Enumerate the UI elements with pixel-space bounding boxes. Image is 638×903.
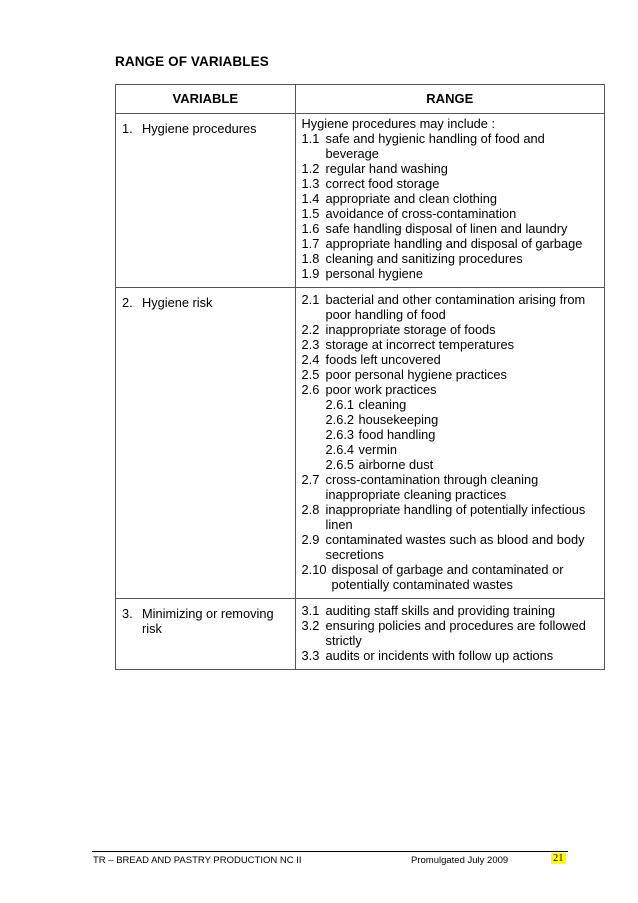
range-item-text [326, 502, 598, 532]
range-item [302, 322, 598, 337]
range-item-number: 2.9 [301, 532, 320, 547]
range-item-line: correct food storage [325, 176, 440, 191]
range-item [302, 532, 598, 562]
range-item-line: auditing staff skills and providing training [325, 603, 556, 618]
range-item [302, 603, 598, 618]
range-of-variables-table [115, 84, 605, 670]
range-item-number: 2.5 [301, 367, 320, 382]
range-item-number: 1.5 [301, 206, 320, 221]
footer-divider [92, 851, 568, 852]
range-intro: Hygiene procedures may include : [301, 116, 496, 131]
range-item-line: bacterial and other contamination arising from [325, 292, 586, 307]
range-item-text [326, 367, 598, 382]
page-number: 21 [553, 853, 564, 864]
footer-promulgation-date: Promulgated July 2009 [411, 855, 509, 866]
range-item-text [326, 382, 598, 397]
range-item-line: inappropriate storage of foods [325, 322, 496, 337]
range-item-line: inappropriate cleaning practices [325, 487, 507, 502]
footer-document-title: TR – BREAD AND PASTRY PRODUCTION NC II [93, 855, 302, 866]
range-item-line: poor work practices [325, 382, 437, 397]
range-item-line: audits or incidents with follow up actions [325, 648, 554, 663]
range-item-number: 1.8 [301, 251, 320, 266]
range-item-number: 2.6 [301, 382, 320, 397]
range-cell [295, 288, 604, 599]
table-row [116, 288, 605, 599]
range-item-text [326, 131, 598, 161]
range-item [302, 648, 598, 663]
range-item [302, 236, 598, 251]
range-item-line: personal hygiene [325, 266, 424, 281]
range-item [302, 191, 598, 206]
range-item-line: inappropriate handling of potentially infectious [325, 502, 586, 517]
range-item-text [326, 176, 598, 191]
range-item-line: cross-contamination through cleaning [325, 472, 539, 487]
range-item-line: foods left uncovered [325, 352, 441, 367]
range-item-line: safe and hygienic handling of food and [325, 131, 545, 146]
range-subitem [302, 457, 598, 472]
range-item-number: 3.1 [301, 603, 320, 618]
range-item-line: regular hand washing [325, 161, 448, 176]
range-item-line: food handling [358, 427, 436, 442]
range-item-text [326, 532, 598, 562]
range-item-number: 2.10 [301, 562, 327, 577]
range-cell [295, 114, 604, 288]
range-item-line: contaminated wastes such as blood and body [325, 532, 585, 547]
range-item [302, 251, 598, 266]
variable-name-line: Minimizing or removing [142, 606, 274, 621]
range-item-text [359, 397, 407, 412]
variable-number: 3. [122, 606, 133, 621]
header-range: RANGE [295, 85, 604, 114]
variable-cell [116, 114, 296, 288]
range-subitem [302, 427, 598, 442]
range-item-line: airborne dust [358, 457, 434, 472]
range-item [302, 618, 598, 648]
range-item [302, 131, 598, 161]
range-item-number: 1.7 [301, 236, 320, 251]
range-item-text [326, 618, 598, 648]
range-item [302, 382, 598, 397]
range-item-line: linen [325, 517, 353, 532]
range-item-text [326, 337, 598, 352]
range-item-line: appropriate and clean clothing [325, 191, 498, 206]
variable-name-line: Hygiene risk [142, 295, 213, 310]
range-item-number: 1.3 [301, 176, 320, 191]
variable-number: 2. [122, 295, 133, 310]
range-item-line: cleaning [358, 397, 407, 412]
range-item-text [326, 472, 598, 502]
range-item-text [359, 427, 436, 442]
range-subitem [302, 442, 598, 457]
range-item-line: appropriate handling and disposal of garbage [325, 236, 583, 251]
range-item [302, 176, 598, 191]
variable-cell [116, 599, 296, 670]
range-item-number: 2.4 [301, 352, 320, 367]
range-item [302, 161, 598, 176]
range-item-line: disposal of garbage and contaminated or [331, 562, 564, 577]
header-variable: VARIABLE [116, 85, 296, 114]
range-item-number: 2.6.1 [325, 397, 355, 412]
range-item-text [326, 191, 598, 206]
range-cell [295, 599, 604, 670]
range-item [302, 221, 598, 236]
range-item-line: beverage [325, 146, 379, 161]
range-item [302, 337, 598, 352]
variable-name-line: Hygiene procedures [142, 121, 257, 136]
range-item-text [326, 251, 598, 266]
range-item [302, 206, 598, 221]
range-item-text [326, 322, 598, 337]
range-subitem [302, 412, 598, 427]
range-item [302, 562, 598, 592]
range-item-text [326, 161, 598, 176]
range-item-number: 2.8 [301, 502, 320, 517]
range-item-number: 2.6.2 [325, 412, 355, 427]
range-item-number: 1.6 [301, 221, 320, 236]
variable-cell [116, 288, 296, 599]
range-item-line: ensuring policies and procedures are followed [325, 618, 586, 633]
variable-name [142, 121, 257, 136]
range-item-text [326, 236, 598, 251]
table-row [116, 114, 605, 288]
table-row [116, 599, 605, 670]
range-item-text [326, 206, 598, 221]
range-item-line: housekeeping [358, 412, 439, 427]
variable-name-line: risk [142, 621, 162, 636]
range-item-line: storage at incorrect temperatures [325, 337, 515, 352]
range-item-number: 1.2 [301, 161, 320, 176]
range-item-line: poor personal hygiene practices [325, 367, 507, 382]
range-item [302, 266, 598, 281]
range-item-number: 2.6.4 [325, 442, 355, 457]
range-item [302, 352, 598, 367]
range-item-line: safe handling disposal of linen and laundry [325, 221, 568, 236]
range-item-line: secretions [325, 547, 384, 562]
range-item-line: avoidance of cross-contamination [325, 206, 517, 221]
range-item-number: 2.2 [301, 322, 320, 337]
range-item-number: 2.1 [301, 292, 320, 307]
range-item-number: 3.3 [301, 648, 320, 663]
range-item-line: poor handling of food [325, 307, 446, 322]
range-item-text [359, 412, 439, 427]
range-item-number: 2.6.5 [325, 457, 355, 472]
page-title: RANGE OF VARIABLES [115, 54, 269, 69]
range-item-line: strictly [325, 633, 362, 648]
range-item-text [326, 603, 598, 618]
variable-name [142, 295, 212, 310]
range-item-number: 2.6.3 [325, 427, 355, 442]
range-item [302, 367, 598, 382]
range-item [302, 502, 598, 532]
range-item-number: 2.7 [301, 472, 320, 487]
range-item-text [359, 457, 434, 472]
range-item-number: 1.9 [301, 266, 320, 281]
range-item [302, 292, 598, 322]
range-item [302, 472, 598, 502]
range-item-text [332, 562, 598, 592]
range-item-number: 3.2 [301, 618, 320, 633]
range-item-text [326, 648, 598, 663]
range-item-text [326, 266, 598, 281]
range-item-line: potentially contaminated wastes [331, 577, 513, 592]
range-item-line: cleaning and sanitizing procedures [325, 251, 523, 266]
range-item-number: 1.4 [301, 191, 320, 206]
range-item-text [326, 292, 598, 322]
range-subitem [302, 397, 598, 412]
range-item-text [326, 221, 598, 236]
range-item-text [326, 352, 598, 367]
range-item-number: 2.3 [301, 337, 320, 352]
table-header-row [116, 85, 605, 114]
variable-number: 1. [122, 121, 133, 136]
range-item-number: 1.1 [301, 131, 320, 146]
range-item-text [359, 442, 397, 457]
variable-name [142, 606, 274, 636]
range-item-line: vermin [358, 442, 397, 457]
